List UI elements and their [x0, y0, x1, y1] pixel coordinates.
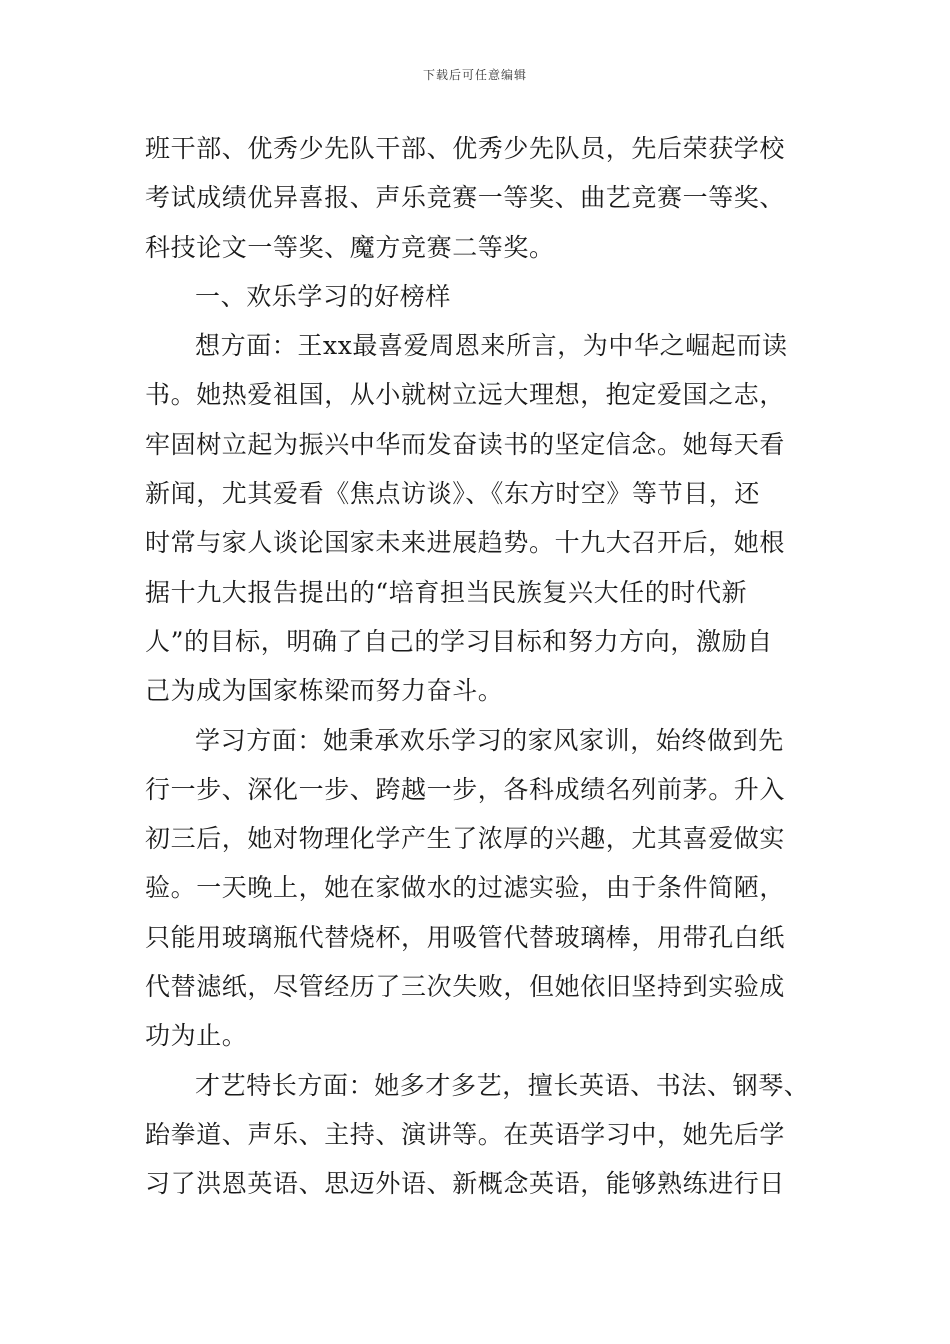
paragraph-first-line: 想方面：王xx最喜爱周恩来所言，为中华之崛起而读 — [195, 331, 788, 361]
text-line: 跆拳道、声乐、主持、演讲等。在英语学习中，她先后学 — [145, 1119, 786, 1149]
text-line: 只能用玻璃瓶代替烧杯，用吸管代替玻璃棒，用带孔白纸 — [145, 922, 786, 952]
text-line: 书。她热爱祖国，从小就树立远大理想，抱定爱国之志， — [145, 380, 786, 410]
text-line: 行一步、深化一步、跨越一步，各科成绩名列前茅。升入 — [145, 774, 786, 804]
text-line: 习了洪恩英语、思迈外语、新概念英语，能够熟练进行日 — [145, 1169, 786, 1199]
text-line: 科技论文一等奖、魔方竞赛二等奖。 — [145, 232, 555, 262]
text-line: 人”的目标，明确了自己的学习目标和努力方向，激励自 — [145, 626, 773, 656]
text-line: 考试成绩优异喜报、声乐竞赛一等奖、曲艺竞赛一等奖、 — [145, 183, 786, 213]
section-heading: 一、欢乐学习的好榜样 — [195, 281, 452, 311]
text-line: 己为成为国家栋梁而努力奋斗。 — [145, 676, 504, 706]
paragraph-first-line: 学习方面：她秉承欢乐学习的家风家训，始终做到先 — [195, 725, 784, 755]
text-line: 班干部、优秀少先队干部、优秀少先队员，先后荣获学校 — [145, 134, 786, 163]
text-line: 新闻，尤其爱看《焦点访谈》、《东方时空》等节目，还 — [145, 479, 761, 509]
text-line: 验。一天晚上，她在家做水的过滤实验，由于条件简陋， — [145, 873, 786, 903]
text-line: 代替滤纸，尽管经历了三次失败，但她依旧坚持到实验成 — [145, 972, 786, 1002]
text-line: 初三后，她对物理化学产生了浓厚的兴趣，尤其喜爱做实 — [145, 824, 786, 854]
text-line: 牢固树立起为振兴中华而发奋读书的坚定信念。她每天看 — [145, 429, 786, 459]
text-line: 时常与家人谈论国家未来进展趋势。十九大召开后，她根 — [145, 528, 786, 558]
paragraph-first-line: 才艺特长方面：她多才多艺，擅长英语、书法、钢琴、 — [195, 1070, 810, 1100]
text-line: 功为止。 — [145, 1021, 248, 1051]
document-body — [145, 124, 810, 1209]
text-line: 据十九大报告提出的“培育担当民族复兴大任的时代新 — [145, 577, 748, 607]
page-header-note: 下载后可任意编辑 — [422, 68, 527, 82]
